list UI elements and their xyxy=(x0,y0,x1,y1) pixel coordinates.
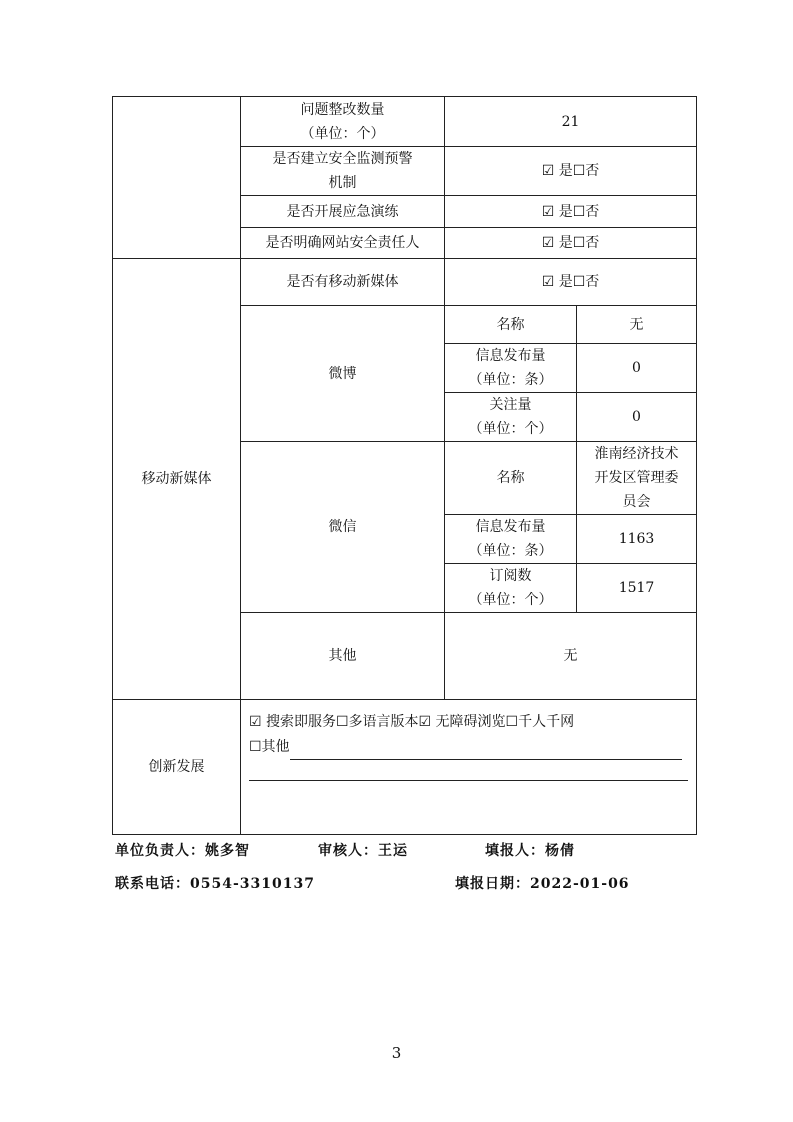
emergency-drill-value xyxy=(445,196,697,228)
wechat-name-label: 名称 xyxy=(445,442,577,515)
checkbox-yes-no: ☑ 是☐否 xyxy=(541,274,600,290)
contact-phone: 联系电话：0554-3310137 xyxy=(115,876,315,892)
page-number: 3 xyxy=(391,1044,402,1062)
innovation-other-option: ☐其他 xyxy=(249,739,290,755)
wechat-label: 微信 xyxy=(241,442,445,613)
wechat-posts-label: 信息发布量 （单位：条） xyxy=(445,515,577,564)
monitoring-mechanism-value xyxy=(445,147,697,196)
weibo-follow-label: 关注量 （单位：个） xyxy=(445,393,577,442)
report-table xyxy=(112,96,697,835)
date-block xyxy=(455,873,630,893)
filler-block xyxy=(485,840,575,860)
weibo-name-value: 无 xyxy=(577,306,697,344)
weibo-posts-label: 信息发布量 （单位：条） xyxy=(445,344,577,393)
checkbox-yes-no: ☑ 是☐否 xyxy=(541,203,600,220)
signature-line xyxy=(115,840,250,860)
checkbox-yes-no: ☑ 是☐否 xyxy=(541,235,600,251)
innovation-label: 创新发展 xyxy=(113,700,241,835)
table-row xyxy=(113,700,697,835)
monitoring-mechanism-label: 是否建立安全监测预警 机制 xyxy=(241,147,445,196)
security-owner-value xyxy=(445,228,697,259)
wechat-name-value: 淮南经济技术 开发区管理委 员会 xyxy=(577,442,697,515)
media-section-label: 移动新媒体 xyxy=(113,259,241,700)
filler: 填报人：杨倩 xyxy=(485,843,575,859)
rectify-count-label: 问题整改数量 （单位：个） xyxy=(241,97,445,147)
has-media-label: 是否有移动新媒体 xyxy=(241,259,445,306)
innovation-options xyxy=(241,700,697,835)
rectify-count-value: 21 xyxy=(445,97,697,147)
security-section-cell xyxy=(113,97,241,259)
security-owner-label: 是否明确网站安全责任人 xyxy=(241,228,445,259)
weibo-label: 微博 xyxy=(241,306,445,442)
wechat-subs-value: 1517 xyxy=(577,564,697,613)
emergency-drill-label: 是否开展应急演练 xyxy=(241,196,445,228)
table-row xyxy=(113,259,697,306)
fill-date: 填报日期：2022-01-06 xyxy=(455,876,630,892)
wechat-posts-value: 1163 xyxy=(577,515,697,564)
responsible-person: 单位负责人：姚多智 xyxy=(115,843,250,859)
phone-block xyxy=(115,873,315,893)
has-media-value xyxy=(445,259,697,306)
reviewer: 审核人：王运 xyxy=(318,843,408,859)
wechat-subs-label: 订阅数 （单位：个） xyxy=(445,564,577,613)
reviewer-block xyxy=(318,840,408,860)
checkbox-yes-no: ☑ 是☐否 xyxy=(541,163,600,179)
table-row xyxy=(113,97,697,147)
other-underline xyxy=(290,743,682,760)
weibo-follow-value: 0 xyxy=(577,393,697,442)
weibo-name-label: 名称 xyxy=(445,306,577,344)
innovation-line-1: ☑ 搜索即服务☐多语言版本☑ 无障碍浏览☐千人千网 xyxy=(249,714,575,730)
other-media-value: 无 xyxy=(445,613,697,700)
weibo-posts-value: 0 xyxy=(577,344,697,393)
other-media-label: 其他 xyxy=(241,613,445,700)
innovation-line-2 xyxy=(249,735,688,760)
